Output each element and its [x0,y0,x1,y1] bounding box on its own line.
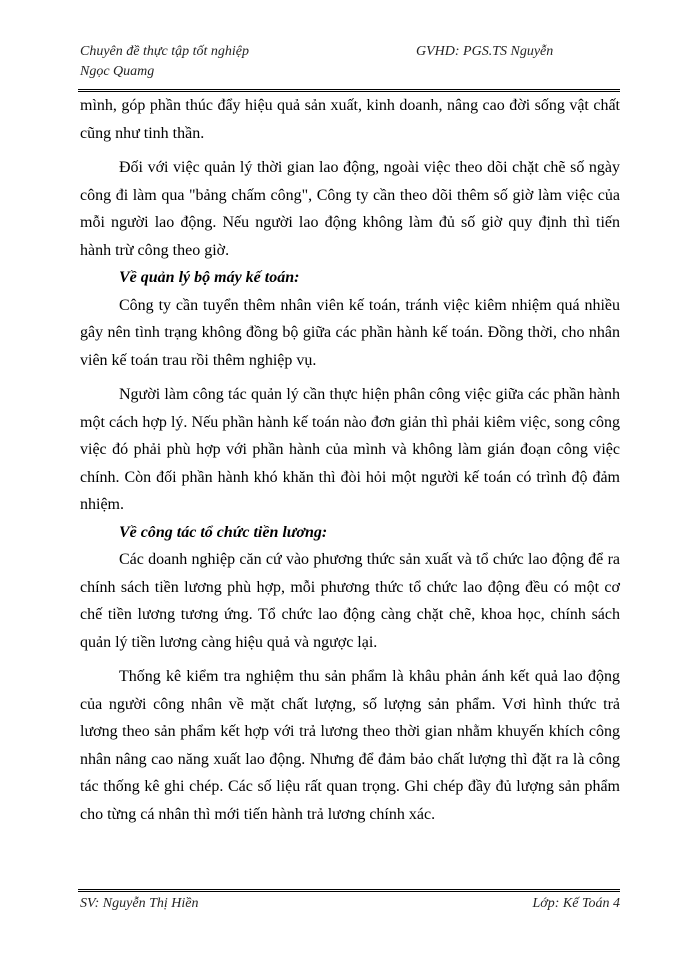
paragraph-continuation: mình, góp phần thúc đẩy hiệu quả sản xuất, kinh doanh, nâng cao đời sống vật chất cũng như tinh thần. [80,97,620,142]
header-title: Chuyên đề thực tập tốt nghiệp [80,44,249,59]
footer-student: SV: Nguyễn Thị Hiền [80,896,199,911]
document-body [80,92,620,828]
section-heading-accounting: Về quản lý bộ máy kế toán: [119,269,300,286]
paragraph-salary-policy: Các doanh nghiệp căn cứ vào phương thức sản xuất và tổ chức lao động để ra chính sách tiền lương phù hợp, mỗi phương thức tổ chức lao động đều có một cơ chế tiền lương tương ứng. Tổ chức lao động càng chặt chẽ, khoa học, chính sách quản lý tiền lương càng hiệu quả và ngược lại. [80,551,620,651]
paragraph-product-inspection: Thống kê kiểm tra nghiệm thu sản phẩm là khâu phản ánh kết quả lao động của người công nhân về mặt chất lượng, số lượng sản phẩm. Vơi hình thức trả lương theo sản phẩm kết hợp với trả lương theo thời gian nhằm khuyến khích công nhân nâng cao năng xuất lao động. Nhưng để đảm bảo chất lượng thì đặt ra là công tác thống kê ghi chép. Các số liệu rất quan trọng. Ghi chép đầy đủ lượng sản phẩm cho từng cá nhân thì mới tiến hành trả lương chính xác. [80,668,620,823]
footer-divider [78,889,620,892]
footer-class: Lớp: Kế Toán 4 [532,896,620,911]
paragraph-hiring-accountants: Công ty cần tuyển thêm nhân viên kế toán, tránh việc kiêm nhiệm quá nhiều gây nên tình trạng không đồng bộ giữa các phần hành kế toán. Đồng thời, cho nhân viên kế toán trau rồi thêm nghiệp vụ. [80,296,620,369]
section-heading-salary: Về công tác tổ chức tiền lương: [119,523,328,541]
paragraph-task-assignment: Người làm công tác quản lý cần thực hiện phân công việc giữa các phần hành một cách hợp lý. Nếu phần hành kế toán nào đơn giản thì phải kiêm việc, song công việc đó phải phù hợp với phần hành của mình và không làm gián đoạn công việc chính. Còn đối phần hành khó khăn thì đòi hỏi một người kế toán có trình độ đảm nhiệm. [80,386,620,513]
paragraph-time-management: Đối với việc quản lý thời gian lao động, ngoài việc theo dõi chặt chẽ số ngày công đi làm qua "bảng chấm công", Công ty cần theo dõi thêm số giờ làm việc của mỗi người lao động. Nếu người lao động không làm đủ số giờ quy định thì tiến hành trừ công theo giờ. [80,159,620,259]
header-author-continuation: Ngọc Quamg [80,64,155,79]
header-supervisor: GVHD: PGS.TS Nguyễn [416,44,554,59]
header-left [80,42,410,82]
